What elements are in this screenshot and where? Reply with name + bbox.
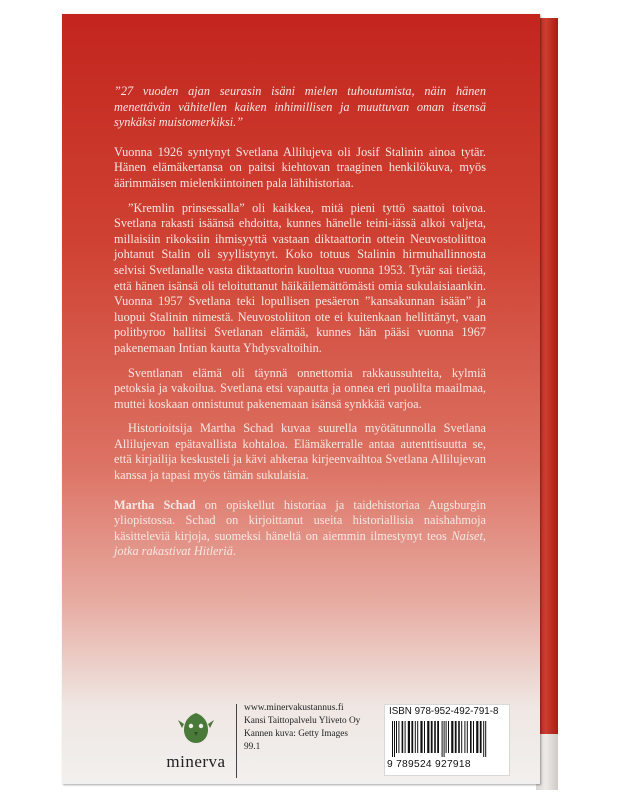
barcode-bar	[473, 721, 474, 753]
cover-design-credit: Kansi Taittopalvelu Yliveto Oy	[244, 716, 361, 726]
bio-text-2: .	[232, 544, 236, 559]
barcode-bar	[444, 721, 445, 757]
isbn-barcode-box	[384, 704, 510, 776]
barcode-bar	[451, 721, 453, 753]
barcode-bar	[408, 721, 410, 753]
barcode	[391, 721, 503, 757]
footer-divider	[236, 704, 237, 778]
barcode-bar	[442, 721, 443, 757]
publisher-logo	[166, 706, 226, 776]
barcode-bar	[458, 721, 460, 753]
barcode-bar	[411, 721, 413, 753]
barcode-bar	[464, 721, 465, 753]
barcode-bar	[437, 721, 439, 753]
barcode-bar	[402, 721, 404, 753]
barcode-bar	[434, 721, 436, 753]
barcode-bar	[405, 721, 406, 753]
barcode-bar	[455, 721, 457, 753]
back-cover	[62, 14, 540, 784]
publisher-footer	[62, 700, 540, 784]
barcode-bar	[398, 721, 399, 753]
owl-icon	[176, 710, 216, 746]
classification-code: 99.1	[244, 742, 261, 752]
barcode-bar	[396, 721, 397, 753]
paragraph-1: Vuonna 1926 syntynyt Svetlana Allilujeva oli Josif Stalinin ainoa tytär. Hänen elämäkertansa on paitsi kiehtovan traaginen henkilökuva, myös äärimmäisen mielenkiintoinen pala lähihistoriaa.	[114, 144, 486, 190]
author-name: Martha Schad	[114, 497, 196, 512]
barcode-bar	[417, 721, 418, 753]
barcode-bar	[446, 721, 447, 753]
barcode-digits: 9 789524 927918	[387, 759, 471, 770]
barcode-bar	[461, 721, 462, 753]
isbn-label: ISBN 978-952-492-791-8	[389, 706, 499, 717]
bio-text-1: on opiskellut historiaa ja taidehistoriaa Augsburgin yliopistossa. Schad on kirjoittanut useita historiallisia naishahmoja käsitteleviä kirjoja, suomeksi häneltä on aiemmin ilmestynyt teos	[114, 497, 486, 543]
book	[62, 14, 558, 790]
barcode-bar	[476, 721, 478, 753]
cover-quote: ”27 vuoden ajan seurasin isäni mielen tuhoutumista, näin hänen menettävän vähitellen kaiken inhimillisen ja muuttuvan oman itsensä synkäksi muistomerkiksi.”	[114, 84, 486, 130]
barcode-bar	[448, 721, 449, 753]
barcode-bar	[415, 721, 416, 753]
paragraph-2: ”Kremlin prinsessalla” oli kaikkea, mitä pieni tyttö saattoi toivoa. Svetlana rakasti isäänsä ehdoitta, kunnes hänelle teini-iässä alkoi valjeta, millaisiin rikoksiin ihmisyyttä vastaan diktaattorin ottein Neuvostoliittoa johtanut Stalin oli syyllistynyt. Koko totuus Stalinin hirmuhallinnosta selvisi Svetlanalle vasta diktaattorin kuoltua vuonna 1953. Tytär sai tietää, että hänen isänsä oli teloituttanut häikäilemättömästi omia sukulaisiaankin. Vuonna 1957 Svetlana teki lopullisen pesäeron ”kansakunnan isään” ja luopui Stalinin nimestä. Neuvostoliiton ote ei kuitenkaan hellittänyt, vaan politbyroo hallitsi Svetlanan elämää, kunnes hän pääsi vuonna 1967 pakenemaan Intian kautta Yhdysvaltoihin.	[114, 200, 486, 355]
barcode-bar	[480, 721, 482, 753]
cover-image-credit: Kannen kuva: Getty Images	[244, 729, 349, 739]
previous-book-title: Naiset, jotka rakastivat Hitleriä	[114, 528, 486, 559]
barcode-bar	[431, 721, 433, 753]
publisher-logo-word: minerva	[166, 752, 226, 771]
barcode-bar	[483, 721, 484, 757]
barcode-bar	[470, 721, 472, 753]
paragraph-3: Sventlanan elämä oli täynnä onnettomia rakkaussuhteita, kylmiä petoksia ja vakoilua. Svetlana etsi vapautta ja onnea eri puolilta maailmaa, muttei koskaan onnistunut pakenemaan isänsä synkkää varjoa.	[114, 365, 486, 411]
barcode-bar	[424, 721, 425, 753]
blurb	[114, 84, 486, 572]
barcode-bar	[427, 721, 429, 753]
publisher-info	[244, 702, 374, 754]
publisher-url: www.minervakustannus.fi	[244, 703, 344, 713]
barcode-bar	[485, 721, 486, 757]
barcode-bar	[392, 721, 393, 757]
paragraph-4: Historioitsija Martha Schad kuvaa suurella myötätunnolla Svetlana Allilujevan epätavallista kohtaloa. Elämäkerralle antaa autenttisuutta se, että kirjailija keskusteli ja kävi ahkeraa kirjeenvaihtoa Svetlana Allilujevan kanssa ja tapasi myös tämän sukulaisia.	[114, 421, 486, 483]
barcode-bar	[420, 721, 422, 753]
barcode-bar	[394, 721, 395, 757]
barcode-bar	[467, 721, 468, 753]
author-bio	[114, 498, 486, 560]
